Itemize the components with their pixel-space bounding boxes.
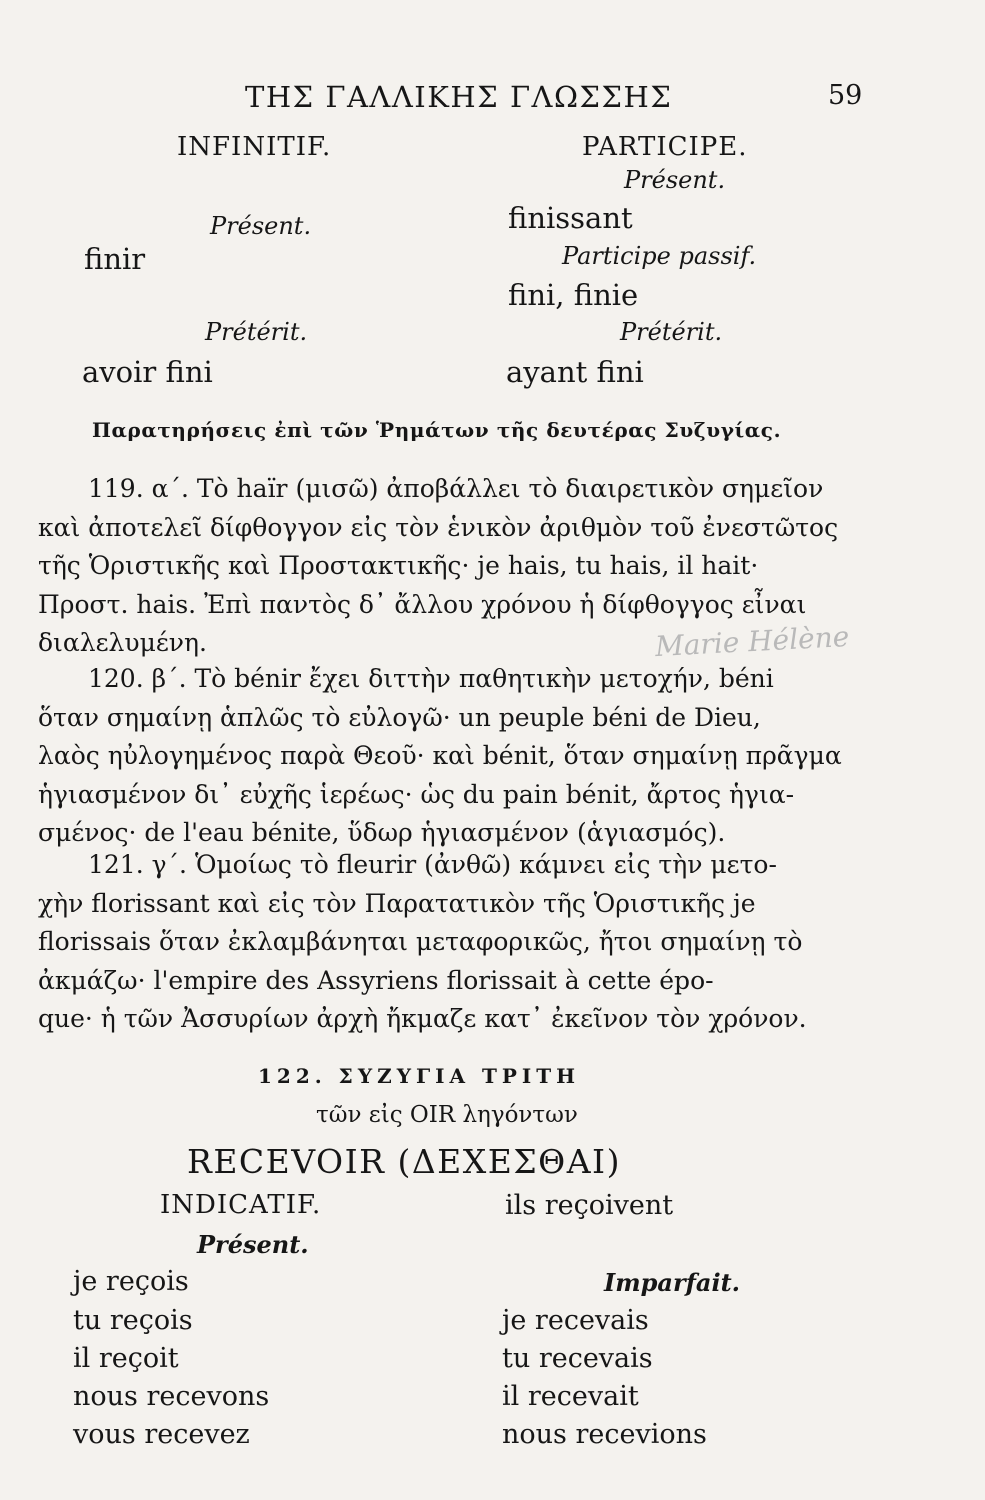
present-form: tu reçois (73, 1305, 193, 1336)
paragraph-line: διαλελυμένη. (38, 628, 207, 657)
infinitive-present-form: finir (84, 242, 146, 276)
imperfect-form: je recevais (502, 1305, 649, 1336)
participle-present-label: Présent. (624, 166, 726, 194)
infinitive-heading: INFINITIF. (177, 132, 332, 162)
paragraph-line: 119. α΄. Τὸ haïr (μισῶ) ἀποβάλλει τὸ διαιρετικὸν σημεῖον (88, 474, 824, 503)
paragraph-line: ἀκμάζω· l'empire des Assyriens florissait à cette épo- (38, 965, 714, 995)
indicative-heading: INDICATIF. (160, 1190, 322, 1220)
present-form: nous recevons (73, 1381, 270, 1412)
paragraph-line: 121. γ΄. Ὁμοίως τὸ fleurir (ἀνθῶ) κάμνει εἰς τὴν μετο- (88, 850, 777, 879)
infinitive-preterite-label: Prétérit. (205, 318, 308, 346)
remarks-heading: Παρατηρήσεις ἐπὶ τῶν Ῥημάτων τῆς δευτέρας Συζυγίας. (92, 418, 782, 442)
participle-present-form: finissant (508, 201, 633, 235)
paragraph-121 (38, 846, 878, 1039)
imperfect-form: nous recevions (502, 1419, 707, 1450)
running-header-title: ΤΗΣ ΓΑΛΛΙΚΗΣ ΓΛΩΣΣΗΣ (245, 80, 673, 114)
paragraph-line: florissais ὅταν ἐκλαμβάνηται μεταφορικῶς, ἤτοι σημαίνῃ τὸ (38, 927, 803, 956)
present-form: je reçois (73, 1266, 189, 1297)
paragraph-120 (38, 660, 878, 853)
infinitive-preterite-form: avoir fini (82, 355, 213, 389)
imperfect-form: il recevait (502, 1381, 639, 1412)
participle-preterite-label: Prétérit. (620, 318, 723, 346)
section-122-heading: 122. ΣΥΖΥΓΙΑ ΤΡΙΤΗ (258, 1064, 581, 1088)
handwritten-signature: Marie Hélène (654, 619, 851, 664)
page-number: 59 (828, 80, 863, 111)
paragraph-line: ἡγιασμένον δι᾽ εὐχῆς ἱερέως· ὡς du pain bénit, ἄρτος ἡγια- (38, 779, 795, 809)
paragraph-line: σμένος· de l'eau bénite, ὕδωρ ἡγιασμένον (ἁγιασμός). (38, 818, 726, 847)
imperfect-form: tu recevais (502, 1343, 653, 1374)
paragraph-line: ὅταν σημαίνῃ ἁπλῶς τὸ εὐλογῶ· un peuple béni de Dieu, (38, 702, 761, 732)
paragraph-line: 120. β΄. Τὸ bénir ἔχει διττὴν παθητικὴν μετοχήν, béni (88, 664, 774, 693)
paragraph-line: que· ἡ τῶν Ἀσσυρίων ἀρχὴ ἤκμαζε κατ᾽ ἐκεῖνον τὸν χρόνον. (38, 1004, 807, 1033)
section-122-subheading: τῶν εἰς OIR ληγόντων (316, 1102, 578, 1128)
participle-passive-label: Participe passif. (562, 242, 757, 270)
participle-preterite-form: ayant fini (506, 355, 644, 389)
infinitive-present-label: Présent. (210, 212, 312, 240)
participle-heading: PARTICIPE. (582, 132, 748, 162)
participle-passive-form: fini, finie (508, 278, 639, 312)
present-form-third-plural: ils reçoivent (505, 1190, 674, 1221)
paragraph-line: καὶ ἀποτελεῖ δίφθογγον εἰς τὸν ἑνικὸν ἀριθμὸν τοῦ ἐνεστῶτος (38, 512, 839, 542)
present-form: vous recevez (73, 1419, 250, 1450)
present-form: il reçoit (73, 1343, 179, 1374)
paragraph-line: Προστ. hais. Ἐπὶ παντὸς δ᾽ ἄλλου χρόνου ἡ δίφθογγος εἶναι (38, 589, 807, 619)
indicative-present-label: Présent. (197, 1230, 309, 1259)
paragraph-line: λαὸς ηὐλογημένος παρὰ Θεοῦ· καὶ bénit, ὅταν σημαίνῃ πρᾶγμα (38, 741, 842, 770)
paragraph-line: τῆς Ὁριστικῆς καὶ Προστακτικῆς· je hais, tu hais, il hait· (38, 551, 759, 580)
paragraph-line: χὴν florissant καὶ εἰς τὸν Παρατατικὸν τῆς Ὁριστικῆς je (38, 888, 756, 918)
verb-title: RECEVOIR (ΔΕΧΕΣΘΑΙ) (187, 1142, 621, 1181)
imperfect-label: Imparfait. (604, 1268, 741, 1297)
